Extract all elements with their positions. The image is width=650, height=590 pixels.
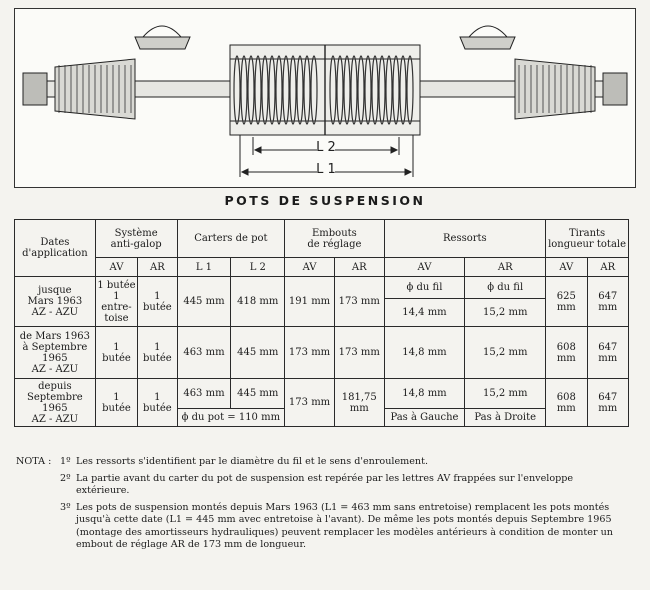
- row1-l2: 418 mm: [231, 277, 285, 327]
- subheader-tir-ar: AR: [587, 258, 628, 277]
- subheader-ag-ar: AR: [138, 258, 177, 277]
- subheader-l2: L 2: [231, 258, 285, 277]
- notes-label: NOTA :: [16, 456, 52, 467]
- header-dates: Dates d'application: [15, 220, 96, 277]
- row3-ag-av: 1 butée: [95, 379, 137, 427]
- dimension-label-l2: L 2: [316, 140, 336, 155]
- note-text: Les pots de suspension montés depuis Mars 1963 (L1 = 463 mm sans entretoise) remplacent les pots montés jusqu'à cette date (L1 = 445 mm avec entretoise à l'avant). De même les pots montés depuis Septembre 1965 (montage des amortisseurs hydrauliques) peuvent remplacer les modèles antérieurs à condition de monter un embout de réglage AR de 173 mm de longueur.: [76, 501, 613, 550]
- header-ressorts: Ressorts: [384, 220, 546, 258]
- row3-emb-ar: 181,75 mm: [334, 379, 384, 427]
- note-text: Les ressorts s'identifient par le diamètre du fil et le sens d'enroulement.: [76, 456, 428, 467]
- row2-res-av: 14,8 mm: [384, 327, 465, 379]
- row1-emb-av: 191 mm: [285, 277, 335, 327]
- row3-l1: 463 mm: [177, 379, 231, 409]
- row1-l1: 445 mm: [177, 277, 231, 327]
- row1-res-av-label: ϕ du fil: [384, 277, 465, 299]
- row3-dates: depuis Septembre 1965 AZ - AZU: [15, 379, 96, 427]
- row2-dates: de Mars 1963 à Septembre 1965 AZ - AZU: [15, 327, 96, 379]
- row2-l1: 463 mm: [177, 327, 231, 379]
- row3-res-av-side: Pas à Gauche: [384, 409, 465, 427]
- row2-tir-ar: 647 mm: [587, 327, 628, 379]
- row1-ag-av: 1 butée 1 entre- toise: [95, 277, 137, 327]
- row1-res-ar: 15,2 mm: [465, 299, 546, 327]
- suspension-spec-table: [14, 219, 629, 427]
- row3-ag-ar: 1 butée: [138, 379, 177, 427]
- note-item: [16, 473, 636, 498]
- row1-res-ar-label: ϕ du fil: [465, 277, 546, 299]
- row2-emb-ar: 173 mm: [334, 327, 384, 379]
- row3-res-ar: 15,2 mm: [465, 379, 546, 409]
- row3-tir-av: 608 mm: [546, 379, 587, 427]
- row3-res-ar-side: Pas à Droite: [465, 409, 546, 427]
- header-embouts: Embouts de réglage: [285, 220, 384, 258]
- suspension-pot-illustration: [15, 9, 635, 187]
- header-tirants: Tirants longueur totale: [546, 220, 629, 258]
- header-carters: Carters de pot: [177, 220, 285, 258]
- note-number: 3º: [60, 501, 71, 513]
- note-item: [16, 456, 636, 469]
- subheader-tir-av: AV: [546, 258, 587, 277]
- page-title: POTS DE SUSPENSION: [224, 193, 426, 208]
- note-item: [16, 502, 636, 552]
- suspension-pot-drawing: [14, 8, 636, 188]
- row1-tir-ar: 647 mm: [587, 277, 628, 327]
- header-anti-galop: Système anti-galop: [95, 220, 177, 258]
- subheader-res-ar: AR: [465, 258, 546, 277]
- row3-l2: 445 mm: [231, 379, 285, 409]
- subheader-l1: L 1: [177, 258, 231, 277]
- note-number: 1º: [60, 456, 71, 467]
- row1-dates: jusque Mars 1963 AZ - AZU: [15, 277, 96, 327]
- row2-tir-av: 608 mm: [546, 327, 587, 379]
- row2-ag-av: 1 butée: [95, 327, 137, 379]
- subheader-emb-ar: AR: [334, 258, 384, 277]
- row2-emb-av: 173 mm: [285, 327, 335, 379]
- row2-ag-ar: 1 butée: [138, 327, 177, 379]
- note-number: 2º: [60, 472, 71, 484]
- row1-res-av: 14,4 mm: [384, 299, 465, 327]
- row1-emb-ar: 173 mm: [334, 277, 384, 327]
- row2-l2: 445 mm: [231, 327, 285, 379]
- row2-res-ar: 15,2 mm: [465, 327, 546, 379]
- notes-section: [16, 456, 636, 556]
- note-text: La partie avant du carter du pot de suspension est repérée par les lettres AV frappées sur l'enveloppe extérieure.: [76, 472, 574, 496]
- row1-tir-av: 625 mm: [546, 277, 587, 327]
- row3-pot-diameter: ϕ du pot = 110 mm: [177, 409, 285, 427]
- row3-res-av: 14,8 mm: [384, 379, 465, 409]
- dimension-label-l1: L 1: [316, 162, 336, 177]
- row3-emb-av: 173 mm: [285, 379, 335, 427]
- subheader-ag-av: AV: [95, 258, 137, 277]
- subheader-res-av: AV: [384, 258, 465, 277]
- row3-tir-ar: 647 mm: [587, 379, 628, 427]
- row1-ag-ar: 1 butée: [138, 277, 177, 327]
- subheader-emb-av: AV: [285, 258, 335, 277]
